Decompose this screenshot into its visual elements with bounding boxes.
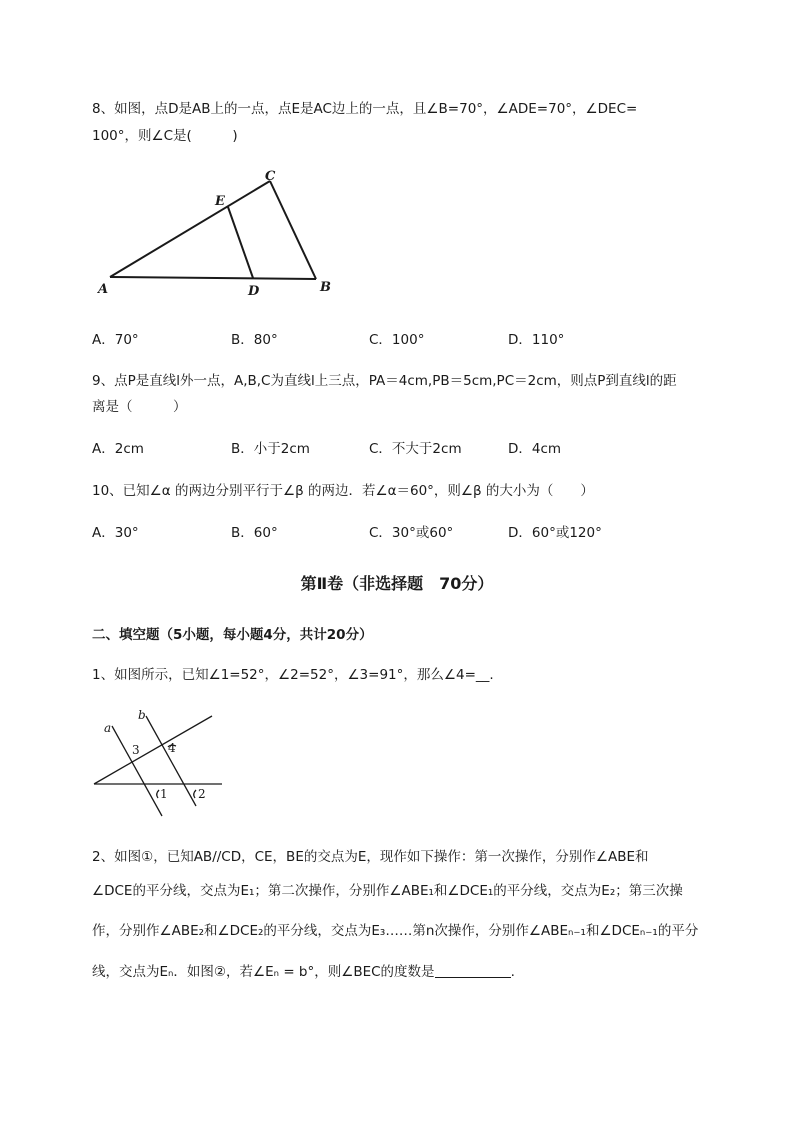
answer-blank[interactable] — [435, 963, 511, 978]
q10-stem: 10、已知∠α 的两边分别平行于∠β 的两边．若∠α＝60°，则∠β 的大小为（ ） — [92, 483, 594, 499]
label-b: b — [138, 708, 146, 722]
q10-option-a[interactable]: A．30° — [92, 525, 139, 541]
q8-stem-line1: 8、如图，点D是AB上的一点，点E是AC边上的一点，且∠B=70°，∠ADE=70°，∠DEC= — [92, 101, 638, 117]
q8-option-a[interactable]: A．70° — [92, 332, 139, 348]
label-1: 1 — [160, 787, 168, 801]
q8-option-b[interactable]: B．80° — [231, 332, 278, 348]
f2-stem-line3: 作，分别作∠ABE₂和∠DCE₂的平分线，交点为E₃……第n次操作，分别作∠ABEₙ₋₁和∠DCEₙ₋₁的平分 — [92, 923, 699, 939]
label-D: D — [248, 284, 260, 299]
f1-parallel-lines-figure — [92, 704, 232, 820]
q8-option-c[interactable]: C．100° — [369, 332, 425, 348]
label-a: a — [104, 721, 112, 735]
q8-stem-line2: 100°，则∠C是( ) — [92, 128, 238, 144]
label-A: A — [98, 282, 109, 297]
q10-option-c[interactable]: C．30°或60° — [369, 525, 454, 541]
f2-stem-line2: ∠DCE的平分线，交点为E₁；第二次操作，分别作∠ABE₁和∠DCE₁的平分线，交点为E₂；第三次操 — [92, 883, 683, 899]
label-4: 4 — [168, 741, 176, 755]
segment-AC — [110, 181, 270, 277]
q9-option-a[interactable]: A．2cm — [92, 441, 144, 457]
segment-CB — [270, 181, 316, 279]
angle-arc-2 — [194, 790, 196, 798]
q10-option-b[interactable]: B．60° — [231, 525, 278, 541]
q9-stem-line2: 离是（ ） — [92, 399, 187, 415]
label-B: B — [320, 280, 331, 295]
label-2: 2 — [198, 787, 206, 801]
f2-stem-line4-text: 线，交点为Eₙ．如图②，若∠Eₙ = b°，则∠BEC的度数是 — [92, 964, 435, 980]
fill-blank-section-title: 二、填空题（5小题，每小题4分，共计20分） — [92, 627, 373, 643]
segment-AB — [110, 277, 316, 279]
q8-option-d[interactable]: D．110° — [508, 332, 565, 348]
f2-stem-line4-end: . — [510, 964, 515, 980]
q9-option-d[interactable]: D．4cm — [508, 441, 562, 457]
q9-stem-line1: 9、点P是直线l外一点，A,B,C为直线l上三点，PA＝4cm,PB＝5cm,PC＝2cm，则点P到直线l的距 — [92, 373, 677, 389]
label-C: C — [265, 169, 276, 184]
line-a — [112, 726, 162, 816]
q8-triangle-figure — [92, 165, 352, 300]
angle-arc-1 — [157, 790, 159, 798]
q10-option-d[interactable]: D．60°或120° — [508, 525, 602, 541]
q9-option-b[interactable]: B．小于2cm — [231, 441, 310, 457]
f2-stem-line4 — [92, 962, 515, 982]
segment-ED — [228, 207, 253, 278]
label-3: 3 — [132, 743, 140, 757]
f2-stem-line1: 2、如图①，已知AB//CD，CE，BE的交点为E，现作如下操作：第一次操作，分别作∠ABE和 — [92, 849, 649, 865]
q9-option-c[interactable]: C．不大于2cm — [369, 441, 462, 457]
label-E: E — [215, 194, 225, 209]
f1-stem: 1、如图所示，已知∠1=52°，∠2=52°，∠3=91°，那么∠4=__. — [92, 667, 494, 683]
part2-title: 第Ⅱ卷（非选择题 70分） — [300, 574, 494, 593]
